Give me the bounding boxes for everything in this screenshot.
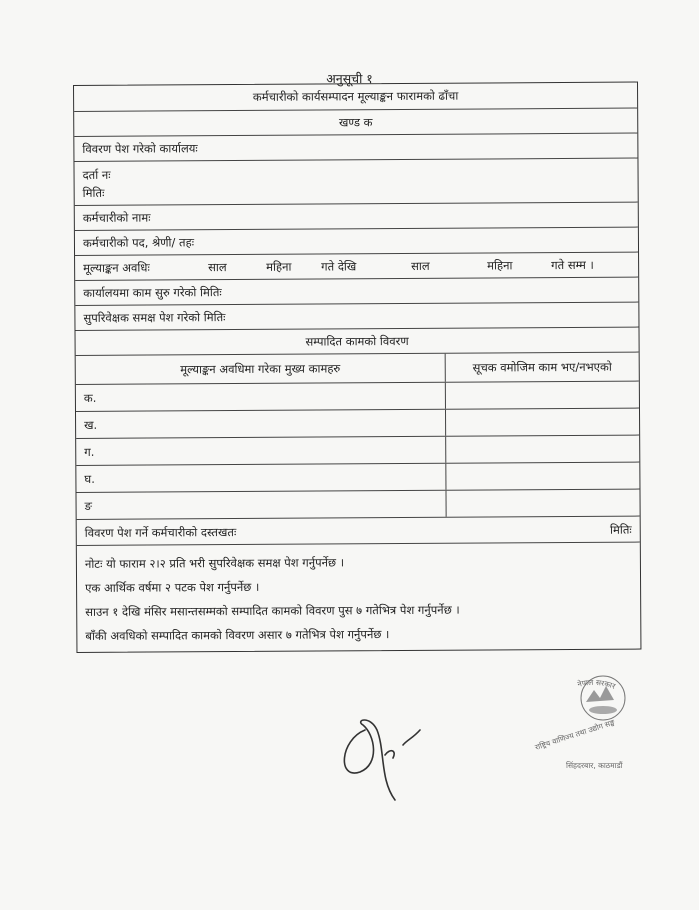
status-cell-kha[interactable] [446, 409, 639, 436]
period-month-from[interactable]: महिना [266, 259, 292, 274]
handwritten-signature [335, 700, 445, 810]
table-row [76, 381, 639, 411]
period-year-from[interactable]: साल [208, 259, 227, 274]
registration-block [74, 158, 637, 205]
seal-location-text: सिंहदरबार, काठमाडौं [566, 761, 623, 770]
signature-date-field[interactable]: मितिः [609, 522, 632, 537]
employee-signature-field[interactable]: विवरण पेश गर्ने कर्मचारीको दस्तखतः [84, 525, 237, 540]
notes-block [77, 542, 641, 652]
note-line: बाँकी अवधिको सम्पादित कामको विवरण असार ७ गतेभित्र पेश गर्नुपर्नेछ । [85, 627, 390, 643]
supervisor-submit-date-field[interactable]: सुपरिवेक्षक समक्ष पेश गरेको मितिः [75, 302, 638, 330]
employee-name-field[interactable]: कर्मचारीको नामः [75, 202, 638, 230]
table-row [76, 435, 639, 465]
work-section-title: सम्पादित कामको विवरण [75, 327, 638, 355]
work-item-gha[interactable]: घ. [76, 464, 446, 492]
post-grade-field[interactable]: कर्मचारीको पद, श्रेणी/ तहः [75, 227, 638, 255]
table-row [76, 408, 639, 438]
work-item-ga[interactable]: ग. [76, 437, 446, 465]
appraisal-form [73, 82, 641, 653]
office-field[interactable]: विवरण पेश गरेको कार्यालयः [74, 133, 637, 161]
work-table-header [76, 353, 639, 384]
appraisal-period-row [75, 252, 638, 280]
seal-ministry-text: राष्ट्रिय वाणिज्य तथा उद्योग सङ्घ [533, 717, 616, 752]
office-start-date-field[interactable]: कार्यालयमा काम सुरु गरेको मितिः [75, 277, 638, 305]
period-month-to[interactable]: महिना [487, 257, 513, 272]
status-cell-nga[interactable] [446, 490, 639, 517]
work-item-nga[interactable]: ङ [76, 491, 446, 519]
period-day-to[interactable]: गते सम्म । [551, 257, 594, 272]
period-year-to[interactable]: साल [411, 258, 430, 273]
note-line: नोटः यो फाराम २।२ प्रति भरी सुपरिवेक्षक समक्ष पेश गर्नुपर्नेछ । [84, 555, 345, 571]
section-label: खण्ड क [74, 108, 637, 136]
seal-arc-text: नेपाल सरकार [576, 677, 617, 691]
annex-label: अनुसूची १ [326, 71, 373, 86]
note-line: साउन १ देखि मंसिर मसान्तसम्मको सम्पादित कामको विवरण पुस ७ गतेभित्र पेश गर्नुपर्नेछ । [85, 602, 460, 619]
registration-number-field[interactable]: दर्ता नः [82, 167, 111, 182]
note-line: एक आर्थिक वर्षमा २ पटक पेश गर्नुपर्नेछ । [85, 579, 260, 595]
table-row [76, 489, 639, 519]
status-cell-gha[interactable] [446, 463, 639, 490]
period-label: मूल्याङ्कन अवधिः [83, 260, 150, 275]
indicator-status-header: सूचक वमोजिम काम भए/नभएको [472, 359, 612, 375]
status-cell-ka[interactable] [446, 382, 639, 409]
form-title: कर्मचारीको कार्यसम्पादन मूल्याङ्कन फारामको ढाँचा [252, 88, 459, 104]
table-row [76, 462, 639, 492]
official-seal [528, 668, 654, 778]
registration-date-field[interactable]: मितिः [82, 185, 105, 200]
work-table [76, 352, 640, 519]
work-item-kha[interactable]: ख. [76, 410, 446, 438]
period-day-from[interactable]: गते देखि [321, 258, 357, 273]
status-cell-ga[interactable] [446, 436, 639, 463]
signature-row [77, 516, 640, 545]
main-works-header: मूल्याङ्कन अवधिमा गरेका मुख्य कामहरु [76, 354, 446, 384]
work-item-ka[interactable]: क. [76, 383, 446, 411]
